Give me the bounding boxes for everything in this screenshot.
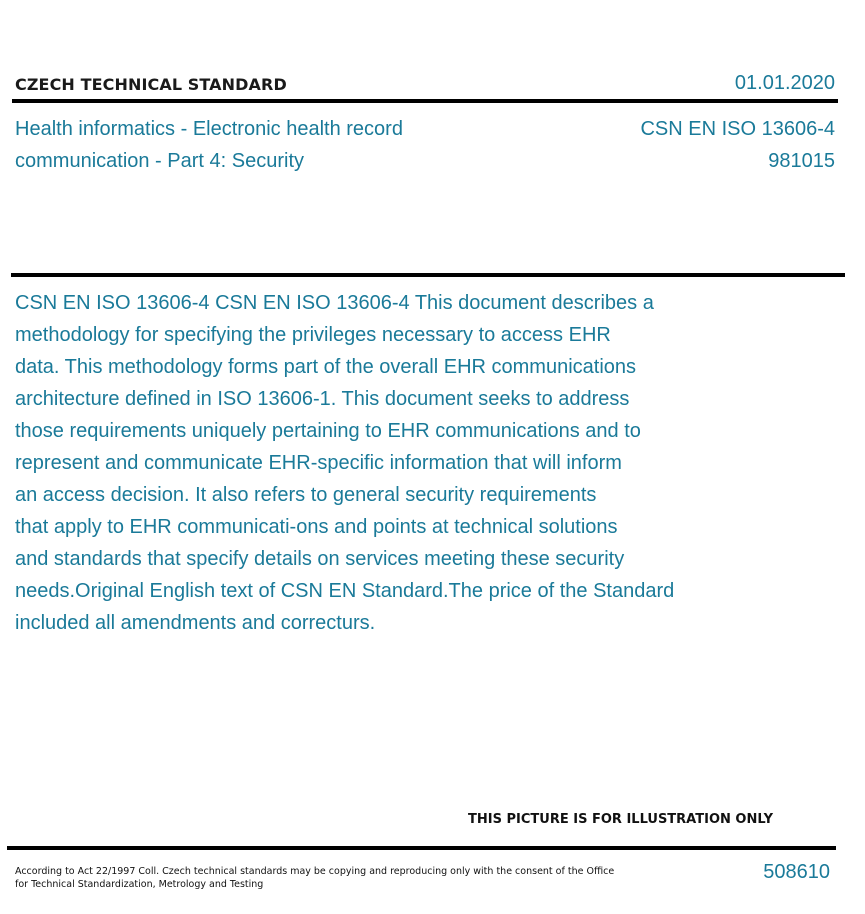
illustration-note: THIS PICTURE IS FOR ILLUSTRATION ONLY xyxy=(468,812,773,827)
class-number: 981015 xyxy=(768,150,835,172)
legal-notice: According to Act 22/1997 Coll. Czech technical standards may be copying and reproducing only with the consent of the Office for Technical Standardization, Metrology and Testing xyxy=(15,866,615,890)
title-line-1: Health informatics - Electronic health record xyxy=(15,118,403,140)
footer-divider xyxy=(7,846,836,850)
standard-identifiers xyxy=(640,113,835,177)
standard-type-label: CZECH TECHNICAL STANDARD xyxy=(15,75,287,94)
header-divider xyxy=(12,99,838,103)
footer-code: 508610 xyxy=(763,861,830,883)
abstract-text: CSN EN ISO 13606-4 CSN EN ISO 13606-4 This document describes a methodology for specifying the privileges necessary to access EHR data. This methodology forms part of the overall EHR communications architecture defined in ISO 13606-1. This document seeks to address those requirements uniquely pertaining to EHR communications and to represent and communicate EHR-specific information that will inform an access decision. It also refers to general security requirements that apply to EHR communicati-ons and points at technical solutions and standards that specify details on services meeting these security needs.Original English text of CSN EN Standard.The price of the Standard included all amendments and correcturs. xyxy=(15,292,675,634)
standard-code: CSN EN ISO 13606-4 xyxy=(640,118,835,140)
publication-date: 01.01.2020 xyxy=(734,72,835,94)
title-divider xyxy=(11,273,845,277)
document-title xyxy=(15,113,403,177)
title-line-2: communication - Part 4: Security xyxy=(15,150,304,172)
